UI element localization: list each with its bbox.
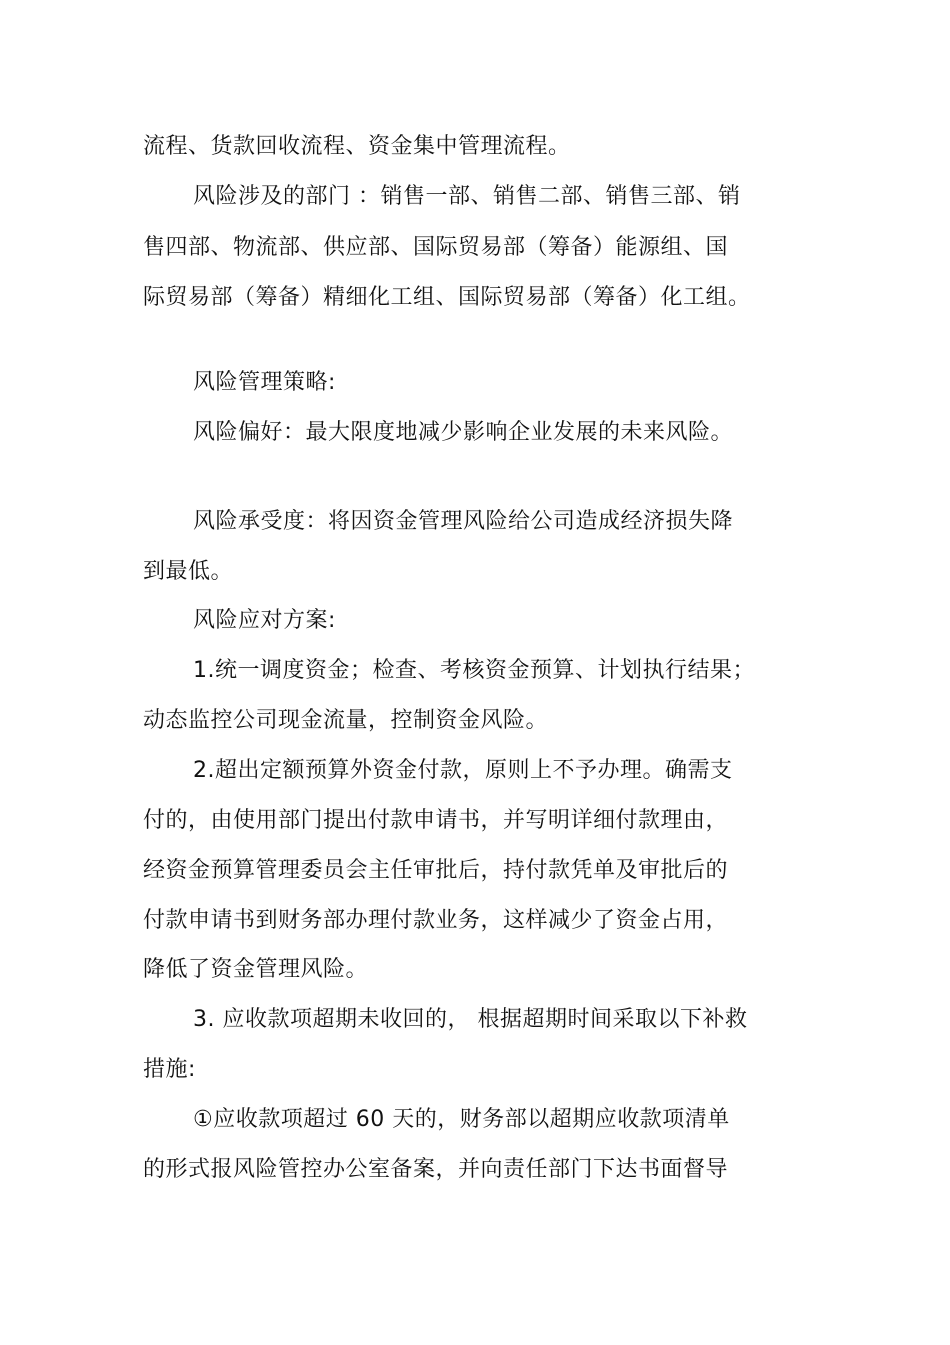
text-line: 措施: [143,1057,196,1082]
text-line: 风险偏好：最大限度地减少影响企业发展的未来风险。 [193,420,734,445]
text-line: 到最低。 [143,559,234,584]
text-line: 付的，由使用部门提出付款申请书，并写明详细付款理由， [143,808,729,833]
text-line: 售四部、物流部、供应部、国际贸易部（筹备）能源组、国 [143,235,729,260]
text-line: 付款申请书到财务部办理付款业务，这样减少了资金占用， [143,908,729,933]
text-line: 风险承受度：将因资金管理风险给公司造成经济损失降 [193,509,734,534]
text-line: 动态监控公司现金流量，控制资金风险。 [143,708,549,733]
text-line: 降低了资金管理风险。 [143,957,369,982]
text-line: 经资金预算管理委员会主任审批后，持付款凭单及审批后的 [143,858,729,883]
text-line: 际贸易部（筹备）精细化工组、国际贸易部（筹备）化工组。 [143,285,751,310]
text-line: 的形式报风险管控办公室备案，并向责任部门下达书面督导 [143,1157,729,1182]
list-item-1: 1.统一调度资金；检查、考核资金预算、计划执行结果； [193,658,755,683]
text-line: 流程、货款回收流程、资金集中管理流程。 [143,134,571,159]
list-item-2: 2.超出定额预算外资金付款，原则上不予办理。确需支 [193,758,733,783]
section-heading: 风险管理策略: [193,370,336,395]
sub-item-1: ①应收款项超过 60 天的，财务部以超期应收款项清单 [193,1107,730,1132]
list-item-3: 3. 应收款项超期未收回的， 根据超期时间采取以下补救 [193,1007,748,1032]
section-heading: 风险应对方案: [193,608,336,633]
text-line: 风险涉及的部门 ：销售一部、销售二部、销售三部、销 [193,184,741,209]
